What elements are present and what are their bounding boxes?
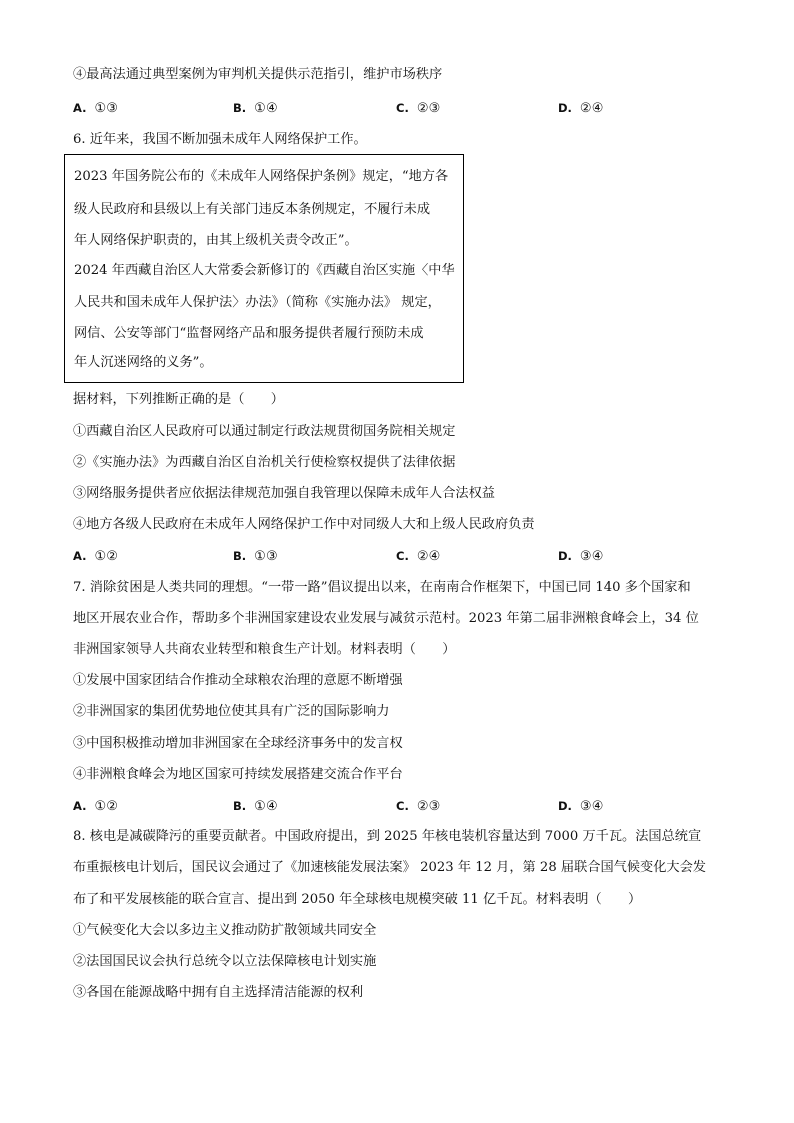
material-line: 2024 年西藏自治区人大常委会新修订的《西藏自治区实施〈中华 — [74, 263, 455, 278]
q7-text-line-1: 7. 消除贫困是人类共同的理想。“一带一路”倡议提出以来，在南南合作框架下，中国已同 140 多个国家和 — [73, 580, 691, 595]
q8-text-line-1: 8. 核电是减碳降污的重要贡献者。中国政府提出，到 2025 年核电装机容量达到 7000 万千瓦。法国总统宣 — [73, 829, 702, 844]
q7-statement-1: ①发展中国家团结合作推动全球粮农治理的意愿不断增强 — [73, 673, 403, 688]
q8-statement-2: ②法国国民议会执行总统令以立法保障核电计划实施 — [73, 954, 377, 969]
material-line: 人民共和国未成年人保护法〉办法》（简称《实施办法》 规定， — [74, 295, 441, 310]
q7-option-a[interactable]: A. ①② — [73, 799, 119, 814]
q6-statement-2: ②《实施办法》为西藏自治区自治机关行使检察权提供了法律依据 — [73, 455, 456, 470]
q5-option-b[interactable]: B. ①④ — [233, 101, 278, 116]
material-line: 2023 年国务院公布的《未成年人网络保护条例》规定，“地方各 — [74, 169, 449, 184]
material-line: 年人网络保护职责的，由其上级机关责令改正”。 — [74, 233, 358, 248]
q8-text-line-2: 布重振核电计划后，国民议会通过了《加速核能发展法案》 2023 年 12 月，第 28 届联合国气候变化大会发 — [73, 860, 706, 875]
q6-stem: 据材料，下列推断正确的是（ ） — [73, 392, 284, 407]
q7-option-c[interactable]: C. ②③ — [396, 799, 441, 814]
q7-statement-4: ④非洲粮食峰会为地区国家可持续发展搭建交流合作平台 — [73, 767, 403, 782]
q7-statement-2: ②非洲国家的集团优势地位使其具有广泛的国际影响力 — [73, 704, 390, 719]
q5-option-c[interactable]: C. ②③ — [396, 101, 441, 116]
q7-statement-3: ③中国积极推动增加非洲国家在全球经济事务中的发言权 — [73, 736, 403, 751]
q7-option-d[interactable]: D. ③④ — [558, 799, 604, 814]
q7-options — [73, 796, 733, 816]
q8-statement-1: ①气候变化大会以多边主义推动防扩散领域共同安全 — [73, 923, 377, 938]
q6-options — [73, 546, 733, 566]
q6-option-b[interactable]: B. ①③ — [233, 549, 278, 564]
q6-option-d[interactable]: D. ③④ — [558, 549, 604, 564]
q5-option-d[interactable]: D. ②④ — [558, 101, 604, 116]
q7-text-line-2: 地区开展农业合作，帮助多个非洲国家建设农业发展与减贫示范村。2023 年第二届非洲粮食峰会上，34 位 — [73, 611, 699, 626]
q8-statement-3: ③各国在能源战略中拥有自主选择清洁能源的权利 — [73, 985, 364, 1000]
q6-statement-4: ④地方各级人民政府在未成年人网络保护工作中对同级人大和上级人民政府负责 — [73, 517, 535, 532]
q6-option-c[interactable]: C. ②④ — [396, 549, 441, 564]
q6-option-a[interactable]: A. ①② — [73, 549, 119, 564]
q6-statement-1: ①西藏自治区人民政府可以通过制定行政法规贯彻国务院相关规定 — [73, 424, 456, 439]
q7-option-b[interactable]: B. ①④ — [233, 799, 278, 814]
q8-text-line-3: 布了和平发展核能的联合宣言、提出到 2050 年全球核电规模突破 11 亿千瓦。材料表明（ ） — [73, 892, 642, 907]
q5-option-a[interactable]: A. ①③ — [73, 101, 119, 116]
material-line: 级人民政府和县级以上有关部门违反本条例规定，不履行未成 — [74, 202, 431, 217]
q5-options — [73, 98, 733, 118]
q6-title: 6. 近年来，我国不断加强未成年人网络保护工作。 — [73, 132, 367, 147]
material-line: 年人沉迷网络的义务”。 — [74, 355, 213, 370]
q6-statement-3: ③网络服务提供者应依据法律规范加强自我管理以保障未成年人合法权益 — [73, 486, 495, 501]
material-line: 网信、公安等部门“监督网络产品和服务提供者履行预防未成 — [74, 326, 424, 341]
q5-statement-4: ④最高法通过典型案例为审判机关提供示范指引，维护市场秩序 — [73, 67, 443, 82]
q6-material-box — [64, 154, 464, 383]
q7-text-line-3: 非洲国家领导人共商农业转型和粮食生产计划。材料表明（ ） — [73, 642, 456, 657]
